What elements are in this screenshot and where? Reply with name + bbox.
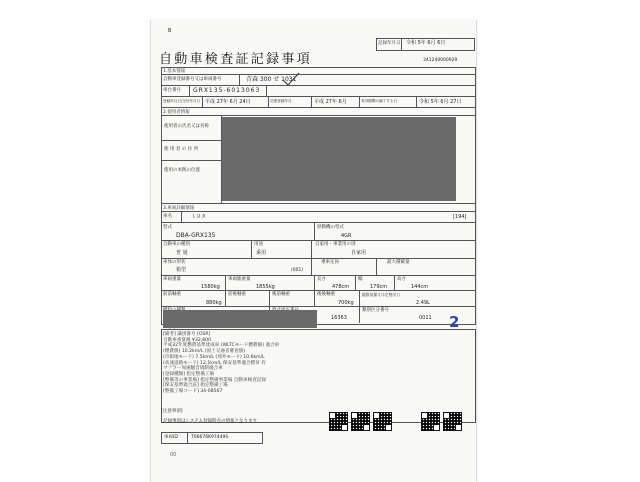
reg-number-value: 青森 300 せ 1031 [246,76,297,83]
b-mark: B [168,28,172,34]
length-value: 478cm [332,284,350,290]
maker-value: トヨタ [191,214,207,220]
expiry-label: 有効期間の満了する日 [361,99,397,103]
remarks-line: [登録種類] 指定整備工場 [163,371,214,377]
engine-label: 原動機の型式 [317,225,344,230]
user-address-label: 使 用 者 の 住 所 [164,147,199,152]
height-value: 144cm [411,284,429,290]
body-shape-code: (001) [291,268,304,273]
designation-number-value: 16363 [331,315,347,321]
record-date-label: 記録年月日 [378,41,401,46]
record-id-label: 車両ID [164,435,178,440]
width-label: 幅 [358,277,363,282]
remarks-line: 平成32年度燃費基準達成車 (WLTCモード燃費値) 適合車 [163,343,280,349]
first-year-label: 初度登録年月 [270,99,292,103]
rear-rear-axle-label: 後後軸重 [317,292,335,297]
model-label: 型式 [163,225,172,230]
qr-code-4 [421,412,440,431]
remarks-line: マフラー加速騒音規制適合車 [163,366,223,372]
model-value: DBA-GRX135 [176,232,216,239]
first-reg-value: 平成 27年 6月 24日 [205,99,251,105]
remarks-line: [保安基準適合証] 指定整備工場 [163,383,228,389]
width-value: 179cm [370,284,388,290]
ghost-mark: 00 [170,452,177,458]
remarks-line: (燃費値) 10.2km/L (国土交通省審査値) [163,349,246,355]
document-title: 自動車検査証記録事項 [159,52,313,67]
body-shape-label: 車体の形状 [163,260,186,265]
notice-text: 記録事項はシステム登録時点の情報となります [163,419,258,424]
rear-front-axle-label: 後前軸重 [272,292,290,297]
handwritten-number: 2 [449,313,460,331]
maker-code: [194] [453,214,467,220]
vin-label: 車台番号 [163,88,181,93]
vin-value: GRX135-6013063 [193,87,261,94]
capacity-label: 乗車定員 [321,260,339,265]
vehicle-weight-value: 1580kg [201,284,220,290]
base-location-label: 使用の本拠の位置 [164,168,200,173]
expiry-value: 令和 5年 6月 27日 [419,99,462,105]
section2-label: 2.使用者情報 [163,110,190,115]
purpose-label: 自家用・事業用の別 [315,242,356,247]
maker-label: 車名 [163,214,172,219]
user-name-label: 使用者の氏名又は名称 [164,124,209,129]
body-shape-value: 箱型 [176,267,187,273]
notice-title: [注意事項] [161,409,183,414]
section3-label: 3.車両詳細情報 [163,206,195,211]
qr-code-3 [373,412,392,431]
gross-weight-value: 1855kg [256,284,275,290]
front-front-axle-label: 前前軸重 [163,292,181,297]
redacted-user-info [222,117,456,201]
height-label: 高さ [397,277,406,282]
document-sheet [150,20,477,482]
displacement-label: 総排気量又は定格出力 [362,292,400,297]
qr-code-2 [351,412,370,431]
remarks-line: [備考] 識別番号 [OSR] [163,332,211,337]
qr-code-1 [329,412,348,431]
rear-rear-axle-value: 700kg [338,300,354,306]
first-year-value: 平成 27年 6月 [314,99,347,105]
record-date-value: 令和 5年 6月 6日 [406,40,446,46]
use-label: 用途 [254,242,263,247]
displacement-value: 2.49L [416,300,430,306]
remarks-line: 自動車重量税 ¥32,800 [163,337,212,343]
category-number-label: 類別区分番号 [362,308,389,313]
front-front-axle-value: 880kg [206,300,222,306]
purpose-value: 自家用 [351,250,367,256]
record-id-value: T06676K97449S [191,435,229,440]
remarks-line: (市街地モード) 7.5km/L (郊外モード) 10.6km/L [163,354,265,360]
vehicle-type-value: 普 通 [176,250,188,256]
section1-label: 1.基本情報 [163,69,186,74]
remarks-line: (高速道路モード) 12.1km/L 保安基準適合標章 有 [163,360,266,366]
qr-code-5 [443,412,462,431]
remarks-line: [整備工場コード] 34-08567 [163,389,223,395]
redacted-remarks-header [163,310,317,328]
engine-value: 4GR [341,233,352,239]
remarks-line: [整備等の事業場] 指定整備事業場 自動車検査記録 [163,377,266,383]
front-rear-axle-label: 前後軸重 [228,292,246,297]
vehicle-weight-label: 車両重量 [163,277,181,282]
first-reg-label: 登録年月日/交付年月日 [163,99,201,103]
max-load-label: 最大積載量 [387,260,410,265]
remarks-text [163,332,279,395]
reg-number-label: 自動車登録番号又は車両番号 [163,77,222,82]
length-label: 長さ [317,277,326,282]
document-code: 341240000929 [423,58,458,63]
use-value: 乗用 [256,250,267,256]
gross-weight-label: 車両総重量 [228,277,251,282]
vehicle-type-label: 自動車の種別 [163,242,190,247]
category-number-value: 0011 [419,315,432,321]
